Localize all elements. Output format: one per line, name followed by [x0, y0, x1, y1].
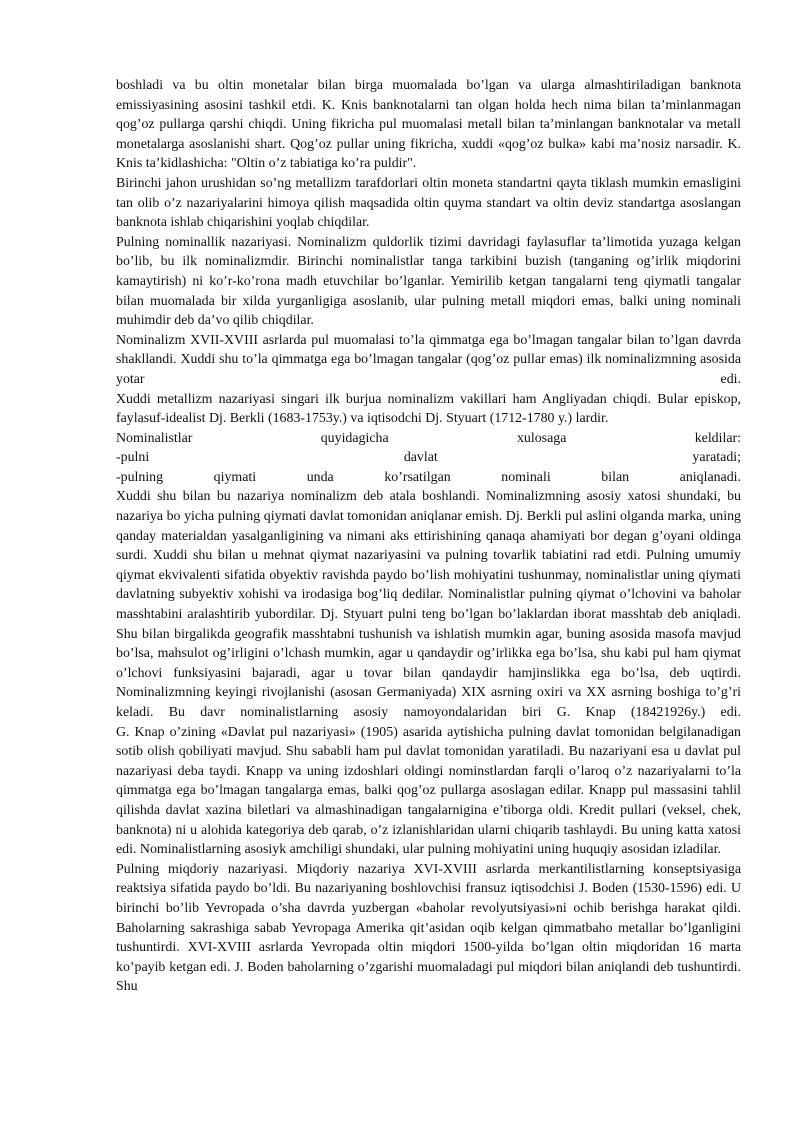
paragraph-5: Xuddi metallizm nazariyasi singari ilk burjua nominalizm vakillari ham Angliyadan chiqdi. Bular episkop, faylasuf-idealist Dj. Berkli (1683-1753y.) va iqtisodchi Dj. Styuart (1712-1780 y.) lardir. — [116, 391, 741, 427]
paragraph-6: Nominalistlar quyidagicha xulosaga keldilar: — [116, 430, 741, 446]
paragraph-3: Pulning nominallik nazariyasi. Nominalizm quldorlik tizimi davridagi faylasuflar ta’limotida yuzaga kelgan bo’lib, bu ilk nominalizmdir. Birinchi nominalistlar tanga tarkibini buzish (tanganing og’irlik miqdorini kamaytirish) ni ko’r-ko’rona madh etuvchilar bo’lganlar. Yemirilib ketgan tangalarni teng qiymatli tangalar bilan muomalada bir xilda yurganligiga asoslanib, ular pulning metall miqdori emas, balki uning nominali muhimdir deb da’vo qilib chiqdilar. — [116, 234, 741, 329]
paragraph-1: boshladi va bu oltin monetalar bilan birga muomalada bo’lgan va ularga almashtiriladigan banknota emissiyasining asosini tashkil etdi. K. Knis banknotalarni tan olgan holda hech nima bilan ta’minlanmagan qog’oz pullarga qarshi chiqdi. Uning fikricha pul muomalasi metall bilan ta’minlangan banknotalar va metall monetalarga asoslanishi shart. Qog’oz pullar uning fikricha, xuddi «qog’oz bulka» kabi ma’nosiz narsadir. K. Knis ta’kidlashicha: "Oltin o’z tabiatiga ko’ra puldir". — [116, 78, 741, 172]
list-item-2: -pulning qiymati unda ko’rsatilgan nominali bilan aniqlanadi. — [116, 469, 741, 485]
paragraph-8: G. Knap o’zining «Davlat pul nazariyasi» (1905) asarida aytishicha pulning davlat tomonidan belgilanadigan sotib olish qobiliyati mavjud. Shu sababli ham pul davlat tomonidan yaratiladi. Bu nazariyani esa u davlat pul nazariyasi deba taydi. Knapp va uning izdoshlari oldingi nominstlardan farqli o’laroq o’z nazariyalarni to’la qimmatga ega bo’lmagan tangalarga emas, balki qog’oz pullarga asoslagan edilar. Knapp pul massasini tahlil qilishda davlat xazina biletlari va almashinadigan tangalarnigina e’tiborga oldi. Kredit pullari (veksel, chek, banknota) ni u alohida kategoriya deb qarab, o’z izlanishlaridan ularni chiqarib tashlaydi. Bu uning katta xatosi edi. Nominalistlarning asosiyk amchiligi shundaki, ular pulning mohiyatini uning huquqiy asosidan izladilar. — [116, 724, 741, 858]
document-page — [116, 76, 741, 997]
paragraph-9: Pulning miqdoriy nazariyasi. Miqdoriy nazariya XVI-XVIII asrlarda merkantilistlarning konseptsiyasiga reaktsiya sifatida paydo bo’ldi. Bu nazariyaning boshlovchisi fransuz iqtisodchisi J. Boden (1530-1596) edi. U birinchi bo’lib Yevropada o’sha davrda yuzbergan «baholar revolyutsiyasi»ni ochib berishga harakat qildi. Baholarning sakrashiga sabab Yevropaga Amerika qit’asidan oqib kelgan qimmatbaho metallar bo’lganligini tushuntirdi. XVI-XVIII asrlarda Yevropada oltin miqdori 1500-yilda bo’lgan oltin miqdoridan 16 marta ko’payib ketgan edi. J. Boden baholarning o’zgarishi muomaladagi pul miqdori bilan aniqlandi deb tushuntirdi. Shu — [116, 861, 741, 995]
paragraph-4: Nominalizm XVII-XVIII asrlarda pul muomalasi to’la qimmatga ega bo’lmagan tangalar bilan to’lgan davrda shakllandi. Xuddi shu to’la qimmatga ega bo’lmagan tangalar (qog’oz pullar emas) ilk nominalizmning asosida yotar edi. — [116, 332, 741, 387]
paragraph-2: Birinchi jahon urushidan so’ng metallizm tarafdorlari oltin moneta standartni qayta tiklash mumkin emasligini tan olib o’z nazariyalarini himoya qilish maqsadida oltin quyma standart va oltin deviz standartga asoslangan banknota ishlab chiqarishini yoqlab chiqdilar. — [116, 175, 741, 231]
list-item-1: -pulni davlat yaratadi; — [116, 450, 741, 466]
paragraph-7: Xuddi shu bilan bu nazariya nominalizm deb atala boshlandi. Nominalizmning asosiy xatosi shundaki, bu nazariya bo yicha pulning qiymati davlat tomonidan aniqlanar emish. Dj. Berkli pul aslini olganda marka, uning qanday materialdan yasalganligining va nimani aks ettirishining qanaqa ahamiyati bor degan g’oyani oldinga surdi. Xuddi shu bilan u mehnat qiymat nazariyasini va pulning tovarlik tabiatini rad etdi. Pulning umumiy qiymat ekvivalenti sifatida obyektiv ravishda paydo bo’lish mohiyatini tushunmay, nominalistlar uning qiymati davlatning subyektiv xohishi va irodasiga bog’liq dedilar. Nominalistlar pulning qiymat o’lchovini va baholar masshtabini aralashtirib yubordilar. Dj. Styuart pulni teng bo’lgan bo’laklardan iborat masshtab deb aniqladi. Shu bilan birgalikda geografik masshtabni tushunish va ishlatish mumkin agar, buning asosida masofa mavjud bo’lsa, mahsulot og’irligini o’lchash mumkin, agar u qandaydir og’irlikka ega bo’lsa, shu kabi pul ham qiymat o’lchovi funksiyasini bajaradi, agar u tovar bilan qandaydir hamjinslikka ega bo’lsa, deb uqtirdi. Nominalizmning keyingi rivojlanishi (asosan Germaniyada) XIX asrning oxiri va XX asrning boshiga to’g’ri keladi. Bu davr nominalistlarning asosiy namoyondalaridan biri G. Knap (18421926y.) edi. — [116, 489, 741, 720]
